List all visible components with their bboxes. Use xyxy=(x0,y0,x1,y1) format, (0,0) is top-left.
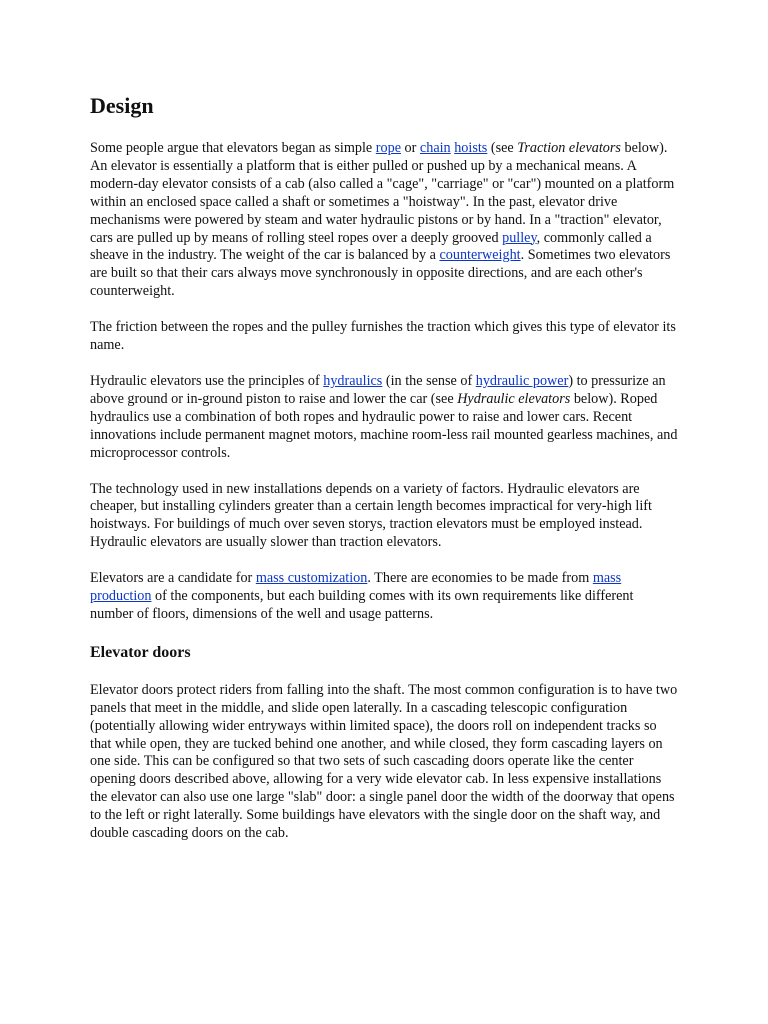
paragraph-customization xyxy=(90,570,680,624)
text: below). Roped hydraulics use a combination of both ropes and hydraulic power to raise and lower cars. Recent innovations include permanent magnet motors, machine room-less rail mounted gearless machines, and microprocessor controls. xyxy=(90,390,678,461)
emphasis-hydraulic-elevators: Hydraulic elevators xyxy=(457,390,571,407)
link-mass-customization[interactable]: mass customization xyxy=(255,570,368,587)
link-mass-production[interactable]: mass production xyxy=(90,570,622,605)
link-hydraulic-power[interactable]: hydraulic power xyxy=(475,372,569,389)
text: (see xyxy=(487,140,518,156)
section-heading-elevator-doors: Elevator doors xyxy=(90,643,191,661)
link-pulley[interactable]: pulley xyxy=(502,229,537,246)
emphasis-traction-elevators: Traction elevators xyxy=(517,140,621,156)
text: . There are economies to be made from xyxy=(367,570,593,587)
paragraph-intro xyxy=(90,140,680,301)
text: of the components, but each building comes with its own requirements like different number of floors, dimensions of the well and usage patterns. xyxy=(90,588,634,622)
link-rope[interactable]: rope xyxy=(375,140,401,156)
link-hydraulics[interactable]: hydraulics xyxy=(323,372,383,389)
text: ) to pressurize an above ground or in-ground piston to raise and lower the car (see xyxy=(90,372,666,407)
text: , commonly called a sheave in the industry. The weight of the car is balanced by a xyxy=(90,229,652,264)
page-title: Design xyxy=(90,93,154,118)
text: below). An elevator is essentially a platform that is either pulled or pushed up by a mechanical means. A modern-day elevator consists of a cab (also called a "cage", "carriage" or "car") mounted on a platform within an enclosed space called a shaft or sometimes a "hoistway". In the past, elevator drive mechanisms were powered by steam and water hydraulic pistons or by hand. In a "traction" elevator, cars are pulled up by means of rolling steel ropes over a deeply grooved xyxy=(90,140,675,246)
text: Elevators are a candidate for xyxy=(90,570,256,587)
text: Hydraulic elevators use the principles of xyxy=(90,372,324,389)
link-hoists[interactable]: hoists xyxy=(454,140,488,156)
text: . Sometimes two elevators are built so that their cars always move synchronously in opposite directions, and are each other's counterweight. xyxy=(90,247,671,300)
paragraph-doors: Elevator doors protect riders from falling into the shaft. The most common configuration is to have two panels that meet in the middle, and slide open laterally. In a cascading telescopic configuration (potentially allowing wider entryways within limited space), the doors roll on independent tracks so that while open, they are tucked behind one another, and while closed, they form cascading layers on one side. This can be configured so that two sets of such cascading doors operate like the center opening doors described above, allowing for a very wide elevator cab. In less expensive installations the elevator can also use one large "slab" door: a single panel door the width of the doorway that opens to the left or right laterally. Some buildings have elevators with the single door on the shaft way, and double cascading doors on the cab. xyxy=(90,681,678,842)
text: Some people argue that elevators began as simple xyxy=(90,140,376,156)
text: (in the sense of xyxy=(382,372,476,389)
paragraph-technology: The technology used in new installations depends on a variety of factors. Hydraulic elevators are cheaper, but installing cylinders greater than a certain length becomes impractical for very-high lift hoistways. For buildings of much over seven storys, traction elevators must be employed instead. Hydraulic elevators are usually slower than traction elevators. xyxy=(90,480,652,551)
link-counterweight[interactable]: counterweight xyxy=(439,247,521,264)
document-page xyxy=(90,92,680,861)
link-chain[interactable]: chain xyxy=(419,140,451,156)
paragraph-friction: The friction between the ropes and the pulley furnishes the traction which gives this type of elevator its name. xyxy=(90,319,676,354)
text: or xyxy=(401,140,420,156)
paragraph-hydraulic xyxy=(90,373,680,463)
